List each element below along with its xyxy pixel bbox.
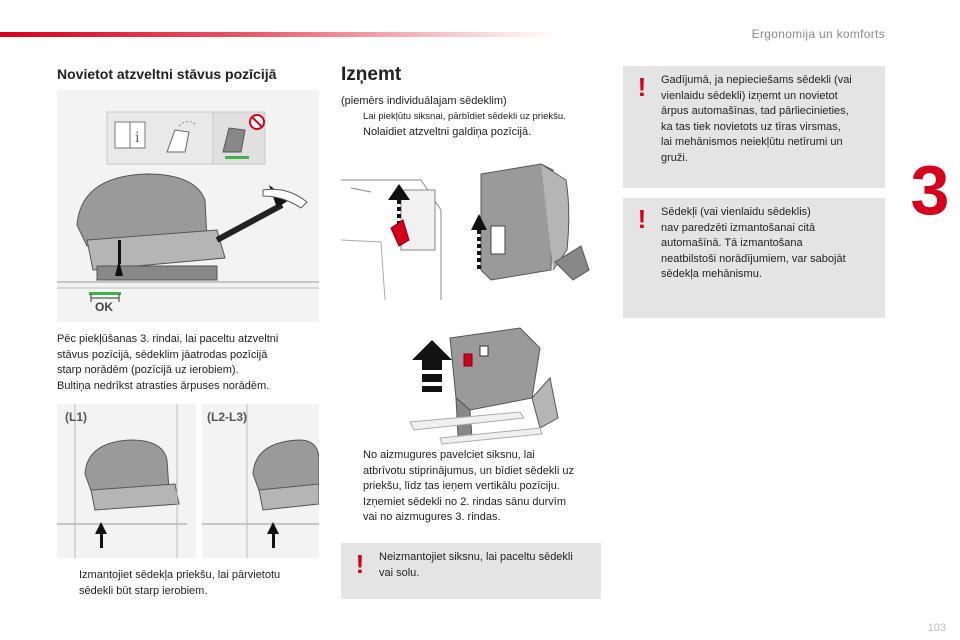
text-line: atbrīvotu stiprinājumus, un bīdiet sēdekli uz — [363, 464, 574, 477]
svg-text:i: i — [135, 130, 140, 146]
text-line: stāvus pozīcijā, sēdeklim jāatrodas pozīcijā — [57, 348, 268, 361]
warning-text — [379, 550, 591, 581]
text-line: ka tas tiek novietots uz tīras virsmas, — [661, 120, 841, 133]
text-line: ārpus automašīnas, tad pārliecinieties, — [661, 105, 849, 117]
text-line: vienlaidu sēdekli) izņemt un novietot — [661, 89, 838, 102]
warning-text — [661, 73, 875, 166]
list-item — [341, 448, 603, 495]
chapter-number: 3 — [910, 151, 950, 229]
steps-top — [341, 109, 603, 140]
list-item — [341, 109, 603, 125]
ok-label: OK — [95, 300, 113, 314]
text-line: nav paredzēti izmantošanai citā — [661, 221, 816, 234]
figure-seat-removal-bottom — [400, 318, 570, 448]
text-line: Izņemiet sēdekli no 2. rindas sānu durvīm — [363, 495, 566, 508]
manual-icon-panel — [107, 112, 265, 164]
text-line: neatbilstoši norādījumiem, var sabojāt — [661, 252, 846, 265]
steps-bottom — [341, 448, 603, 526]
list-item — [57, 568, 319, 599]
text-line: Izmantojiet sēdekļa priekšu, lai pārvietotu — [79, 569, 281, 581]
label-l1: (L1) — [65, 410, 87, 424]
warning-box-strap — [341, 543, 601, 599]
text-line: vai solu. — [379, 566, 420, 579]
figure-seat-removal-top — [341, 150, 601, 300]
text-line: starp norādēm (pozīcijā uz ierobiem). — [57, 364, 239, 376]
list-item — [341, 125, 603, 141]
text-line: Gadījumā, ja nepieciešams sēdekli (vai — [661, 74, 852, 86]
intro-example: (piemērs individuālajam sēdeklim) — [341, 95, 507, 107]
page-number: 103 — [927, 622, 946, 634]
text-line: priekšu, līdz tas ieņem vertikālu pozīciju. — [363, 480, 560, 492]
warning-text — [661, 205, 875, 283]
text-line: No aizmugures pavelciet siksnu, lai — [363, 449, 535, 461]
text-line: Pēc piekļūšanas 3. rindai, lai paceltu atzveltni — [57, 333, 279, 345]
warning-icon: ! — [355, 549, 365, 579]
warning-box-clean-surface — [623, 66, 885, 188]
text-line: Bultiņa nedrīkst atrasties ārpuses norādēm. — [57, 379, 270, 392]
text-line: sēdekļa mehānismu. — [661, 268, 762, 280]
warning-icon: ! — [637, 72, 647, 102]
warning-box-other-vehicle — [623, 198, 885, 318]
figure-seat-position — [57, 90, 319, 322]
text-line: Lai piekļūtu siksnai, pārbīdiet sēdekli uz priekšu. — [363, 111, 566, 122]
text-line: sēdekli būt starp ierobiem. — [79, 584, 208, 597]
heading-remove: Izņemt — [341, 64, 402, 85]
text-line: lai mehānismos neiekļūtu netīrumi un — [661, 136, 843, 148]
heading-upright-backrest: Novietot atzveltni stāvus pozīcijā — [57, 66, 277, 82]
text-line: automašīnā. Tā izmantošana — [661, 237, 803, 249]
text-line: gruži. — [661, 151, 688, 164]
text-line: Nolaidiet atzveltni galdiņa pozīcijā. — [363, 125, 532, 138]
header-accent-bar — [0, 32, 560, 37]
text-line: Sēdekļi (vai vienlaidu sēdeklis) — [661, 206, 811, 218]
bullet-list-left — [57, 568, 319, 599]
warning-icon: ! — [637, 204, 647, 234]
label-l2l3: (L2-L3) — [207, 410, 247, 424]
paragraph-upright-instructions — [57, 332, 319, 394]
figure-variants-l1-l2l3 — [57, 404, 319, 558]
text-line: vai no aizmugures 3. rindas. — [363, 511, 501, 523]
text-line: Neizmantojiet siksnu, lai paceltu sēdekli — [379, 551, 573, 563]
list-item — [341, 495, 603, 526]
section-title: Ergonomija un komforts — [751, 27, 885, 41]
